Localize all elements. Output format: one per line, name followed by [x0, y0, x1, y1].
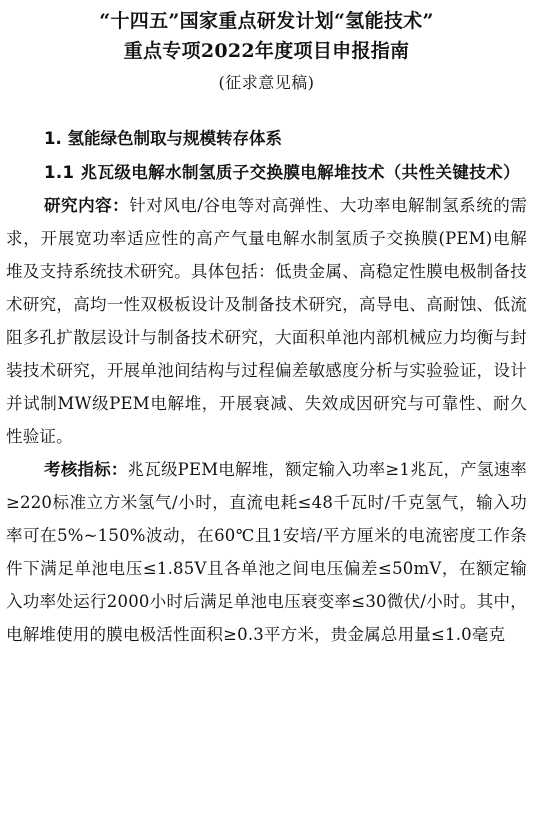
- research-content-label: 研究内容：: [44, 196, 130, 215]
- document-title-line-1: “十四五”国家重点研发计划“氢能技术”: [99, 10, 434, 32]
- assessment-indicator-text: 兆瓦级PEM电解堆，额定输入功率≥1兆瓦，产氢速率≥220标准立方米氢气/小时，直流电耗≤48千瓦时/千克氢气，输入功率可在5%~150%波动，在60℃且1安培/平方厘米的电流密度工作条件下满足单池电压≤1.85V且各单池之间电压偏差≤50mV，在额定输入功率处运行2000小时后满足单池电压衰变率≤30微伏/小时。其中，电解堆使用的膜电极活性面积≥0.3平方米，贵金属总用量≤1.0毫克: [6, 460, 527, 644]
- assessment-indicator-paragraph: [6, 453, 527, 651]
- section-heading: 1. 氢能绿色制取与规模转存体系: [44, 129, 282, 148]
- research-content-text: 针对风电/谷电等对高弹性、大功率电解制氢系统的需求，开展宽功率适应性的高产气量电解水制氢质子交换膜(PEM)电解堆及支持系统技术研究。具体包括：低贵金属、高稳定性膜电极制备技术研究，高均一性双极板设计及制备技术研究，高导电、高耐蚀、低流阻多孔扩散层设计与制备技术研究，大面积单池内部机械应力均衡与封装技术研究，开展单池间结构与过程偏差敏感度分析与实验验证，设计并试制MW级PEM电解堆，开展衰减、失效成因研究与可靠性、耐久性验证。: [6, 196, 528, 446]
- document-title-line-2: 重点专项2022年度项目申报指南: [123, 40, 410, 62]
- subsection-heading: 1.1 兆瓦级电解水制氢质子交换膜电解堆技术（共性关键技术）: [44, 163, 520, 182]
- research-content-paragraph: [6, 189, 527, 453]
- assessment-indicator-label: 考核指标：: [44, 460, 128, 479]
- document-subtitle: (征求意见稿): [218, 73, 315, 92]
